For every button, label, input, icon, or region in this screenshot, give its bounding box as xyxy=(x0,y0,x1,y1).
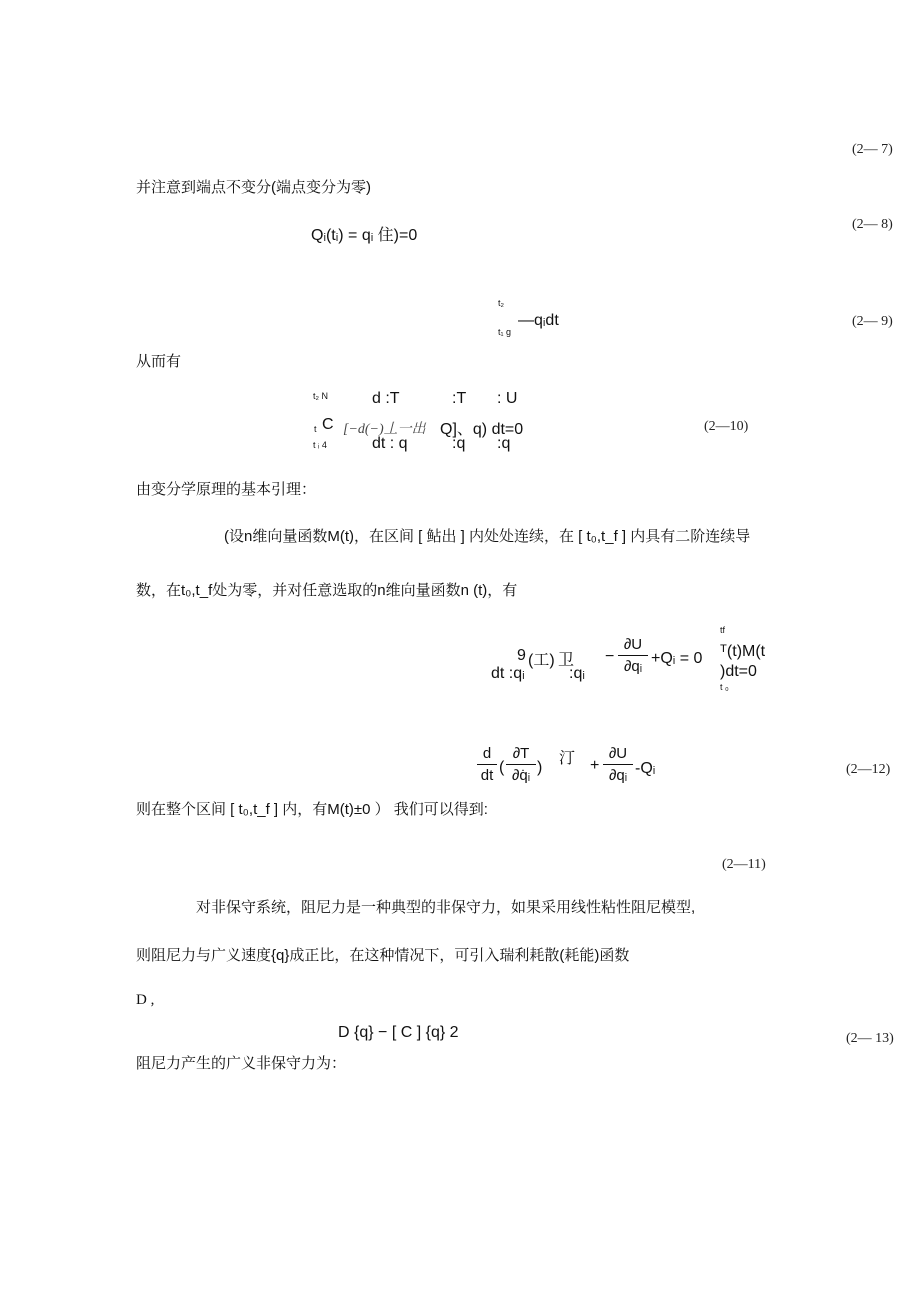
fraction-denominator: ∂qᵢ xyxy=(623,658,643,675)
text-damping-line-1: 对非保守系统，阻尼力是一种典型的非保守力，如果采用线性粘性阻尼模型, xyxy=(196,899,696,916)
eq12-tail: -Qᵢ xyxy=(635,760,656,777)
eq12-d-dt xyxy=(477,745,497,784)
fraction-denominator: ∂qᵢ xyxy=(608,767,628,784)
text-interval: 则在整个区间 [ t₀,t_f ] 内，有M(t)±0 ） 我们可以得到: xyxy=(136,801,488,818)
eq10-mid-limit: t xyxy=(314,424,317,434)
lemma-eq-T-expr: ᵀ(t)M(t xyxy=(720,643,766,660)
fraction-denominator: ∂q̇ᵢ xyxy=(511,767,531,784)
eq10-mid-expr: [−d(−)丄一出 xyxy=(343,422,426,437)
text-generalized-force: 阻尼力产生的广义非保守力为： xyxy=(136,1055,347,1072)
lemma-eq-minus: − xyxy=(605,648,615,665)
text-lemma-line-1: (设n维向量函数M(t)，在区间 [ 鲇出 ] 内处处连续，在 [ t₀,t_f ] 内具有二阶连续导 xyxy=(224,528,751,545)
lemma-eq-plus-Q: +Qᵢ = 0 xyxy=(651,650,703,667)
equation-number-2-9: (2— 9) xyxy=(852,314,893,329)
lemma-integral-lower: t ₀ xyxy=(720,682,729,692)
fraction-numerator: ∂U xyxy=(608,745,628,762)
eq10-lower-left: t ᵢ 4 xyxy=(313,440,327,450)
eq10-lower-dt: dt : q xyxy=(372,435,408,452)
fraction-numerator: ∂U xyxy=(623,636,643,653)
eq12-paren-close: ) xyxy=(537,759,543,776)
text-lemma-intro: 由变分学原理的基本引理： xyxy=(136,481,317,498)
eq12-d: d xyxy=(482,745,492,762)
eq12-plus: + xyxy=(590,757,600,774)
eq10-upper-dT: d :T xyxy=(372,390,400,407)
equation-number-2-12: (2—12) xyxy=(846,762,891,777)
text-endpoint-condition: 并注意到端点不变分(端点变分为零) xyxy=(136,179,371,196)
fraction-bar xyxy=(477,764,497,765)
eq10-lower-q1: :q xyxy=(452,435,466,452)
text-lemma-line-2: 数，在t₀,t_f处为零，并对任意选取的n维向量函数n (t)，有 xyxy=(136,582,518,599)
text-D: D , xyxy=(136,992,155,1008)
text-damping-line-2: 则阻尼力与广义速度{q}成正比，在这种情况下，可引入瑞利耗散(耗能)函数 xyxy=(136,947,630,964)
eq10-upper-left: t₂ N xyxy=(313,391,328,401)
lemma-integral-upper: tf xyxy=(720,625,726,635)
lemma-eq-wei: 卫 xyxy=(558,652,575,669)
eq10-upper-U: : U xyxy=(497,390,518,407)
eq10-lower-q2: :q xyxy=(497,435,511,452)
integral-upper-limit: t₂ xyxy=(498,298,504,308)
eq10-upper-T: :T xyxy=(452,390,467,407)
lemma-eq-9: 9 xyxy=(517,647,526,664)
equation-number-2-10: (2—10) xyxy=(704,419,749,434)
eq10-mid-tail: Q]、q) dt=0 xyxy=(440,421,524,438)
fraction-numerator: ∂T xyxy=(512,745,530,762)
lemma-eq-dt-q: dt :qᵢ xyxy=(491,665,525,682)
equation-2-9-body: —qᵢdt xyxy=(518,312,559,329)
equation-number-2-13: (2— 13) xyxy=(846,1031,894,1046)
lemma-eq-fraction xyxy=(618,636,648,675)
fraction-bar xyxy=(603,764,633,765)
fraction-bar xyxy=(506,764,536,765)
eq12-paren-open: ( xyxy=(499,759,505,776)
eq12-ting: 汀 xyxy=(559,750,576,767)
equation-number-2-7: (2— 7) xyxy=(852,142,893,157)
eq10-mid-C: C xyxy=(322,416,334,433)
eq12-fraction-U xyxy=(603,745,633,784)
fraction-bar xyxy=(618,655,648,656)
equation-2-13: D {q} − [ C ] {q} 2 xyxy=(338,1024,459,1041)
eq12-fraction-T xyxy=(506,745,536,784)
lemma-eq-dt0: )dt=0 xyxy=(720,663,757,680)
text-hence: 从而有 xyxy=(136,353,182,370)
equation-2-8: Qᵢ(tᵢ) = qᵢ 住)=0 xyxy=(311,227,418,244)
integral-lower-limit: t₁ g xyxy=(498,327,512,337)
equation-number-2-11: (2—11) xyxy=(722,857,766,872)
lemma-eq-gong: (工) xyxy=(528,652,555,669)
equation-number-2-8: (2— 8) xyxy=(852,217,893,232)
eq12-dt: dt xyxy=(480,767,494,784)
lemma-eq-q: :qᵢ xyxy=(569,665,585,682)
